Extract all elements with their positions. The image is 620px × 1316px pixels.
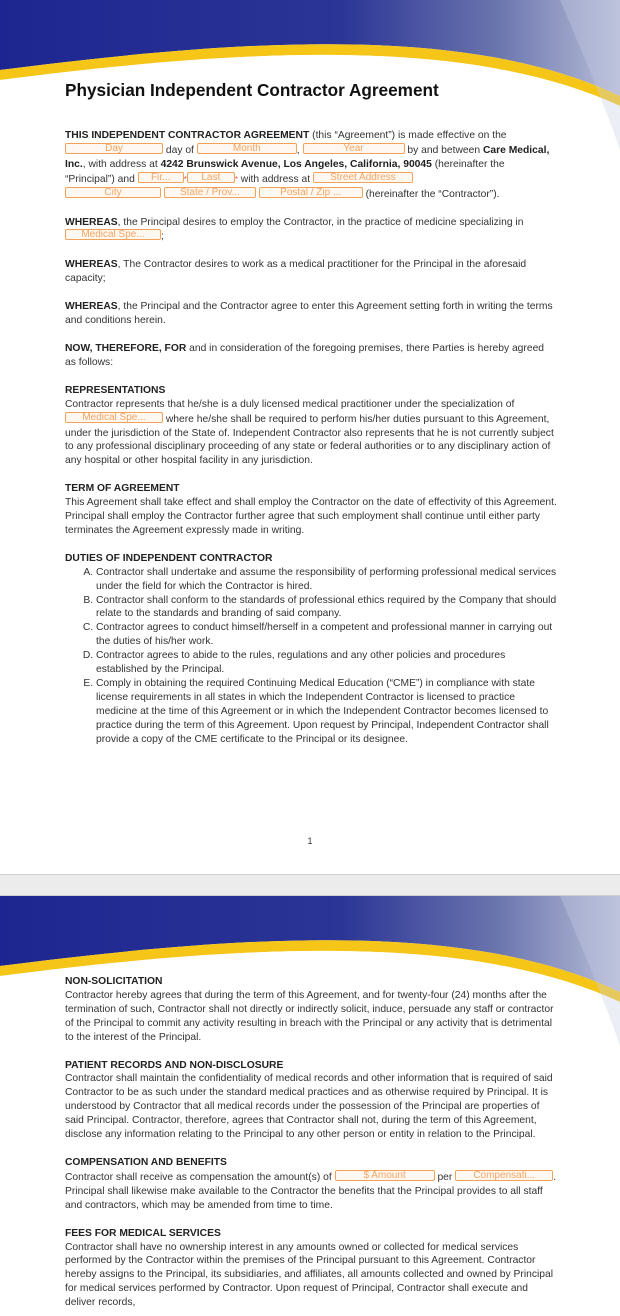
- duties-section: [65, 552, 557, 747]
- section-heading: FEES FOR MEDICAL SERVICES: [65, 1227, 221, 1239]
- term-section: TERM OF AGREEMENT This Agreement shall take effect and shall employ the Contractor on the date of effectivity of this Agreement. Principal shall employ the Contractor further agree that such employment shall continue until either party terminates the Agreement expressly made in writing.: [65, 483, 557, 536]
- document-page-2: [0, 896, 620, 1316]
- amount-field[interactable]: $ Amount: [335, 1170, 435, 1181]
- first-name-field[interactable]: Fir...: [138, 172, 184, 183]
- section-heading: NON-SOLICITATION: [65, 976, 163, 987]
- postal-zip-field[interactable]: Postal / Zip ...: [259, 187, 363, 198]
- section-heading: REPRESENTATIONS: [65, 384, 166, 396]
- whereas-paragraph-3: WHEREAS, the Principal and the Contractor agree to enter this Agreement setting forth in writing the terms and conditions herein.: [65, 301, 553, 327]
- duties-list: [65, 566, 557, 747]
- city-field[interactable]: City: [65, 187, 161, 198]
- day-field[interactable]: Day: [65, 143, 163, 154]
- month-field[interactable]: Month: [197, 143, 297, 154]
- page-1-body: [65, 129, 557, 761]
- list-item: B. Contractor shall conform to the standards of professional ethics required by the Company that should relate to the standards and branding of said company.: [96, 594, 557, 622]
- list-item: E. Comply in obtaining the required Continuing Medical Education (“CME”) in compliance with state license requirements in all states in which the Independent Contractor is licensed to practice medicine at the time of this Agreement or in which the Independent Contractor becomes licensed to practice during the term of this Agreement. Upon request by Principal, Independent Contractor shall provide a copy of the CME certificate to the Principal or its designee.: [96, 677, 557, 747]
- now-therefore-paragraph: NOW, THEREFORE, FOR and in consideration of the foregoing premises, there Parties is hereby agreed as follows:: [65, 342, 545, 368]
- page-number: 1: [307, 836, 313, 846]
- compensation-section: COMPENSATION AND BENEFITS Contractor shall receive as compensation the amount(s) of $ Amount per Compensati... . Principal shall likewise make available to the Contractor the benefits that the Principal provides to all staff and contractors, which may be amended from time to time.: [65, 1156, 557, 1211]
- patient-records-section: PATIENT RECORDS AND NON-DISCLOSURE Contractor shall maintain the confidentiality of medical records and other information that is required of said Contractor to be as such under the standard medical practices and as otherwise required by Principal. It is understood by Contractor that all medical records under the possession of the Principal are properties of said Principal. Contractor, therefore, agrees that Contractor shall not, during the term of this Agreement, disclose any information relating to the Principal to any other person or entity in relation to the Principal.: [65, 1059, 557, 1142]
- street-address-field[interactable]: Street Address: [313, 172, 413, 183]
- page-2-body: [65, 975, 557, 1316]
- list-item: A. Contractor shall undertake and assume the responsibility of performing professional medical services under the field for which the Contractor is hired.: [96, 566, 557, 594]
- non-solicitation-section: NON-SOLICITATION Contractor hereby agrees that during the term of this Agreement, and for twenty-four (24) months after the termination of such, Contractor shall not directly or indirectly solicit, induce, persuade any staff or contractor of the Principal to commit any activity resulting in breach with the Principal or any activity that is detrimental to the interest of the Principal.: [65, 975, 557, 1045]
- medical-specialty-field-2[interactable]: Medical Spe...: [65, 412, 163, 423]
- intro-paragraph: THIS INDEPENDENT CONTRACTOR AGREEMENT (this “Agreement”) is made effective on the Day day of Month , Year by and between Care Medical, Inc., with address at 4242 Brunswick Avenue, Los Angeles, California, 90045 (hereinafter the “Principal”) and Fir... * Last * with address at Street Address City State / Prov... Postal / Zip ... (hereinafter the “Contractor”).: [65, 130, 550, 200]
- medical-specialty-field[interactable]: Medical Spe...: [65, 229, 161, 240]
- section-heading: COMPENSATION AND BENEFITS: [65, 1156, 227, 1168]
- year-field[interactable]: Year: [303, 143, 405, 154]
- required-marker: *: [183, 174, 187, 184]
- section-heading: PATIENT RECORDS AND NON-DISCLOSURE: [65, 1059, 284, 1071]
- list-item: C. Contractor agrees to conduct himself/herself in a competent and professional manner in carrying out the duties of his/her work.: [96, 621, 557, 649]
- whereas-paragraph-2: WHEREAS, The Contractor desires to work as a medical practitioner for the Principal in the aforesaid capacity;: [65, 259, 527, 285]
- required-marker: *: [234, 174, 238, 184]
- representations-section: REPRESENTATIONS Contractor represents that he/she is a duly licensed medical practitioner under the specialization of Medical Spe... where he/she shall be required to perform his/her duties pursuant to this Agreement, under the jurisdiction of the State of. Independent Contractor also represents that he is not currently subject to any professional disciplinary proceeding of any state or federal authorities or to any disciplinary action of any hospital or other hospital facility in any jurisdiction.: [65, 384, 557, 468]
- section-heading: TERM OF AGREEMENT: [65, 483, 180, 495]
- last-name-field[interactable]: Last: [187, 172, 235, 183]
- fees-section: FEES FOR MEDICAL SERVICES Contractor shall have no ownership interest in any amounts owned or collected for medical services performed by the Contractor within the premises of the Principal pursuant to this Agreement. Contractor hereby assigns to the Principal, its subsidiaries, and affiliates, all amounts collected and owned by Principal for medical services performed by Contractor. Upon request of Principal, Contractor shall execute and deliver records,: [65, 1227, 557, 1310]
- compensation-period-field[interactable]: Compensati...: [455, 1170, 553, 1181]
- whereas-paragraph-1: WHEREAS, the Principal desires to employ the Contractor, in the practice of medicine specializing in Medical Spe... ;: [65, 216, 524, 243]
- list-item: D. Contractor agrees to abide to the rules, regulations and any other policies and procedures established by the Principal.: [96, 649, 557, 677]
- page-separator: [0, 874, 620, 896]
- header-banner: [0, 0, 620, 150]
- document-title: Physician Independent Contractor Agreement: [65, 80, 439, 100]
- state-province-field[interactable]: State / Prov...: [164, 187, 256, 198]
- section-heading: DUTIES OF INDEPENDENT CONTRACTOR: [65, 552, 273, 564]
